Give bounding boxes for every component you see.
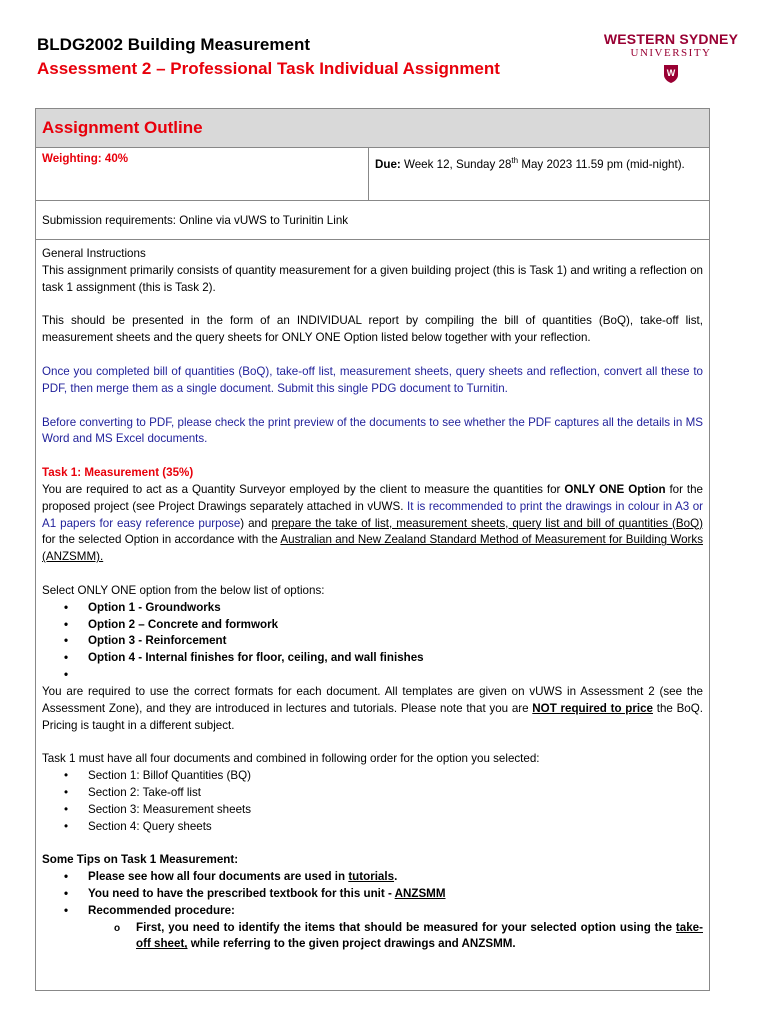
due-text: Week 12, Sunday 28 <box>400 157 512 171</box>
svg-text:W: W <box>666 68 676 78</box>
tip1-text-a: Please see how all four documents are used in <box>88 870 349 884</box>
gi-paragraph-2: This should be presented in the form of an INDIVIDUAL report by compiling the bill of quantities (BoQ), take-off list, measurement sheets and the query sheets for ONLY ONE Option listed below together with your reflection. <box>42 314 703 345</box>
task1-text-c: for the proposed project (see Project Drawings separately attached in vUWS. <box>42 482 704 513</box>
task1-text-g: for the selected Option in accordance with the <box>42 533 281 547</box>
tips-list <box>42 869 703 919</box>
shield-icon <box>663 64 679 84</box>
task1-paragraph <box>42 482 703 566</box>
submission-requirements: Submission requirements: Online via vUWS to Turinitin Link <box>42 213 349 227</box>
list-item <box>88 667 703 684</box>
task1-heading: Task 1: Measurement (35%) <box>42 466 194 480</box>
task1-text-d: It is recommended to print the drawings in colour in A3 or A1 papers for easy reference purpose <box>42 499 703 530</box>
tips-heading: Some Tips on Task 1 Measurement: <box>42 853 239 867</box>
university-logo <box>598 32 744 84</box>
gi-paragraph-3: Once you completed bill of quantities (BoQ), take-off list, measurement sheets, query sheets and reflection, convert all these to PDF, then merge them as a single document. Submit this single PDG document to Turnitin. <box>42 364 703 395</box>
due-sup: th <box>511 156 519 165</box>
gi-paragraph-4: Before converting to PDF, please check the print preview of the documents to see whether the PDF captures all the details in MS Word and MS Excel documents. <box>42 415 703 446</box>
weighting-cell <box>36 148 369 201</box>
list-item <box>88 886 703 903</box>
assignment-outline-table <box>35 108 710 991</box>
task1-text-f: prepare the take of list, measurement sheets, query list and bill of quantities (BoQ) <box>271 516 703 530</box>
sub1-text-a: First, you need to identify the items that should be measured for your selected option using the <box>136 920 676 934</box>
list-item: • Section 2: Take-off list <box>88 785 703 802</box>
list-item: • Section 3: Measurement sheets <box>88 802 703 819</box>
sections-list <box>42 768 703 835</box>
outline-title: Assignment Outline <box>42 118 203 137</box>
tip1-text-b: tutorials <box>348 870 395 884</box>
assessment-title: Assessment 2 – Professional Task Individual Assignment <box>37 59 500 78</box>
tip1-text-c: . <box>394 870 398 884</box>
sub1-text-c: while referring to the given project drawings and ANZSMM. <box>187 937 516 951</box>
formats-text-b: NOT required to price <box>532 701 653 715</box>
tip2-text-b: ANZSMM <box>394 886 446 900</box>
list-item: • Option 2 – Concrete and formwork <box>88 617 703 634</box>
formats-text-a: You are required to use the correct formats for each document. All templates are given on vUWS in Assessment 2 (see the Assessment Zone), and they are introduced in lectures and tutorials. Please note that you are <box>42 684 703 715</box>
list-item: • Option 3 - Reinforcement <box>88 633 703 650</box>
task1-text-b: ONLY ONE Option <box>564 482 666 496</box>
tip2-text-a: You need to have the prescribed textbook for this unit - <box>88 886 395 900</box>
list-item: • Option 1 - Groundworks <box>88 600 703 617</box>
due-label: Due: <box>375 157 401 171</box>
formats-paragraph <box>42 684 703 734</box>
logo-line2: UNIVERSITY <box>630 47 712 59</box>
logo-line1: WESTERN SYDNEY <box>603 31 739 47</box>
procedure-list <box>42 920 703 954</box>
select-option-text: Select ONLY ONE option from the below list of options: <box>42 583 325 597</box>
list-item: • Recommended procedure: <box>88 903 703 920</box>
outline-title-cell <box>36 109 710 148</box>
due-text-2: May 2023 11.59 pm (mid-night). <box>518 157 685 171</box>
course-title: BLDG2002 Building Measurement <box>37 35 311 54</box>
list-item: • Option 4 - Internal finishes for floor, ceiling, and wall finishes <box>88 650 703 667</box>
due-cell <box>369 148 710 201</box>
general-instructions-heading: General Instructions <box>42 247 146 260</box>
options-list <box>42 600 703 684</box>
list-item <box>88 869 703 886</box>
weighting: Weighting: 40% <box>42 152 129 165</box>
formats-text-c: the BoQ. Pricing is taught in a different subject. <box>42 701 703 732</box>
task1-text-a: You are required to act as a Quantity Surveyor employed by the client to measure the quantities for <box>42 482 565 496</box>
sub1-text-b: take-off sheet, <box>136 920 703 951</box>
order-text: Task 1 must have all four documents and combined in following order for the option you selected: <box>42 752 540 766</box>
gi-paragraph-1: This assignment primarily consists of quantity measurement for a given building project (this is Task 1) and writing a reflection on task 1 assignment (this is Task 2). <box>42 263 703 294</box>
task1-text-e: ) and <box>240 516 272 530</box>
instructions-cell <box>36 240 710 991</box>
list-item <box>136 920 703 954</box>
submission-cell <box>36 201 710 240</box>
list-item: • Section 1: Billof Quantities (BQ) <box>88 768 703 785</box>
task1-text-h: Australian and New Zealand Standard Method of Measurement for Building Works (ANZSMM). <box>42 533 703 564</box>
list-item: • Section 4: Query sheets <box>88 819 703 836</box>
